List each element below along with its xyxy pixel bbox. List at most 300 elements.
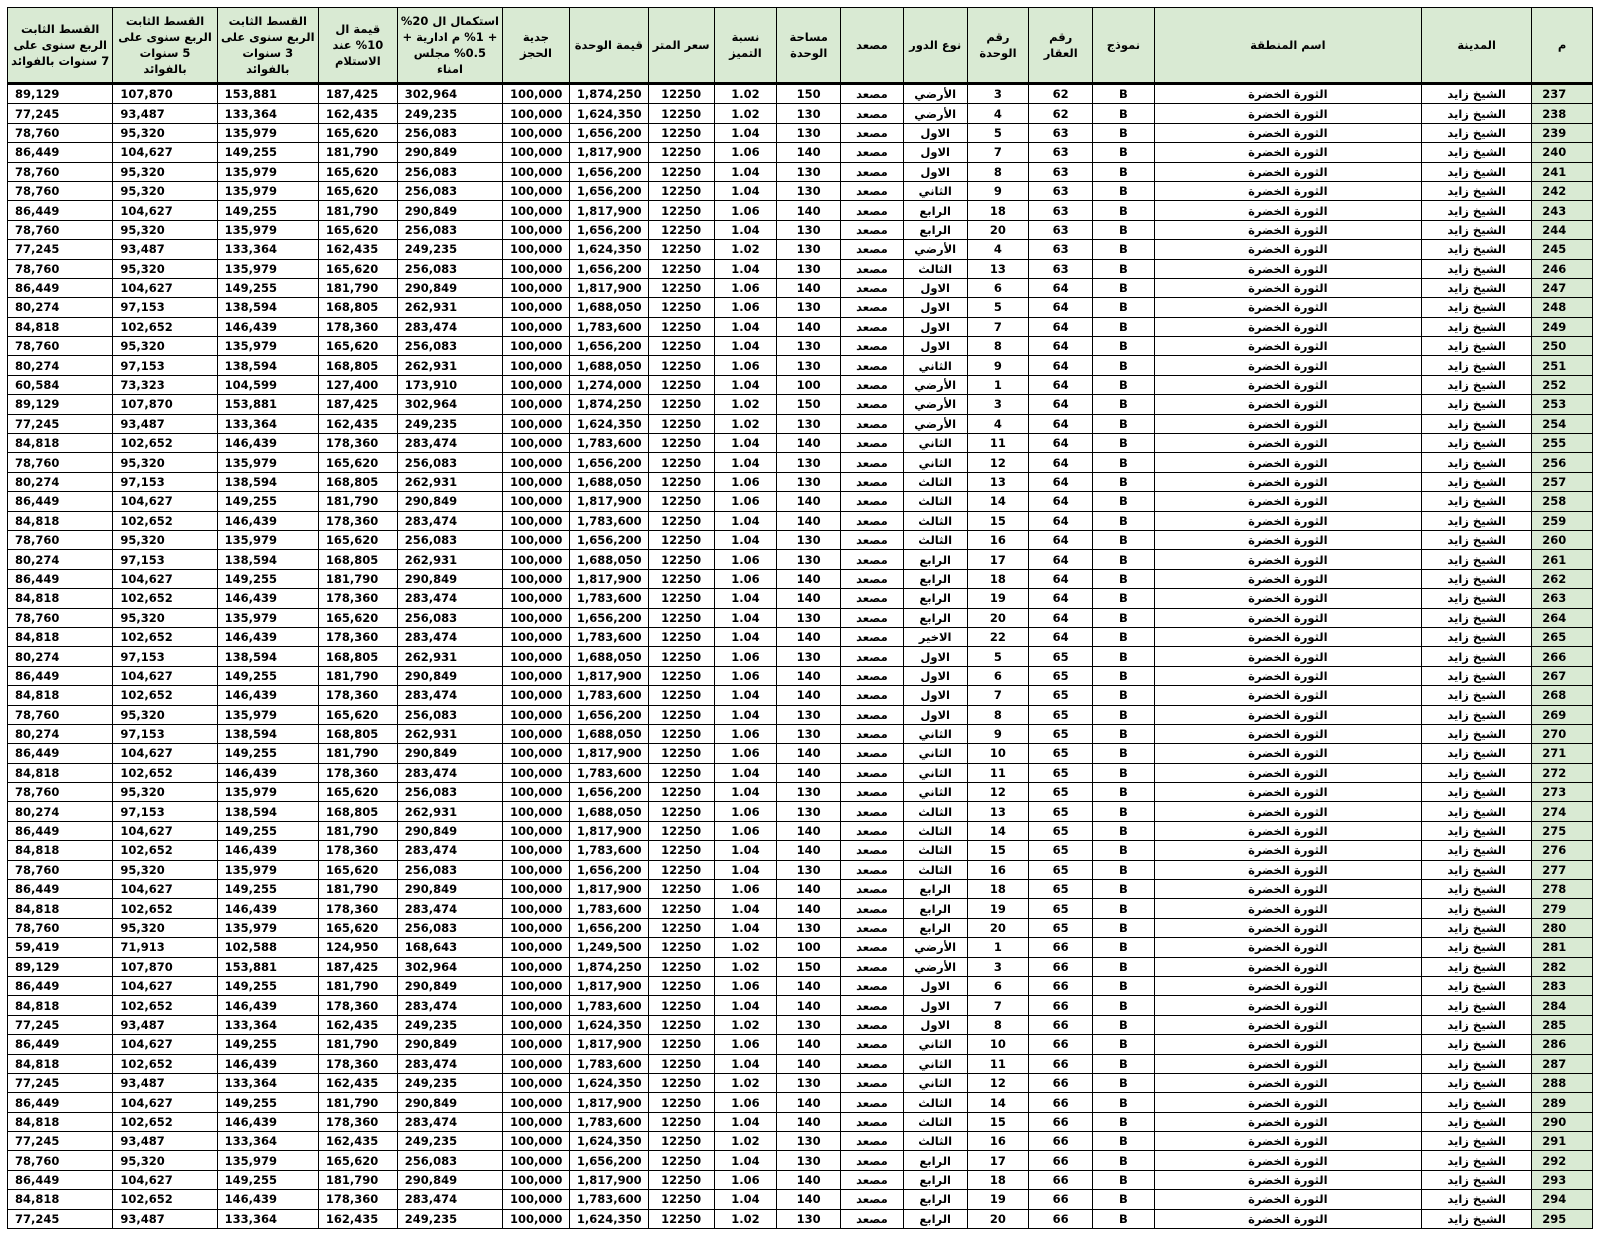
completion-payment-cell[interactable]: 302,964 xyxy=(397,957,502,976)
floor-type-cell[interactable]: الاول xyxy=(903,298,967,317)
property-number-cell[interactable]: 63 xyxy=(1029,143,1093,162)
unit-value-cell[interactable]: 1,656,200 xyxy=(569,259,648,278)
completion-payment-cell[interactable]: 249,235 xyxy=(397,1209,502,1228)
zone-cell[interactable]: الثورة الخضرة xyxy=(1154,647,1421,666)
booking-deposit-cell[interactable]: 100,000 xyxy=(503,337,570,356)
unit-number-cell[interactable]: 18 xyxy=(967,1170,1029,1189)
table-row[interactable] xyxy=(8,996,1593,1015)
zone-cell[interactable]: الثورة الخضرة xyxy=(1154,84,1421,104)
model-cell[interactable]: B xyxy=(1093,880,1155,899)
row-number-cell[interactable]: 243 xyxy=(1532,201,1593,220)
distinction-ratio-cell[interactable]: 1.02 xyxy=(714,84,777,104)
zone-cell[interactable]: الثورة الخضرة xyxy=(1154,996,1421,1015)
installment-7y-cell[interactable]: 80,274 xyxy=(8,472,113,491)
unit-number-cell[interactable]: 16 xyxy=(967,1132,1029,1151)
row-number-cell[interactable]: 254 xyxy=(1532,414,1593,433)
handover-payment-cell[interactable]: 178,360 xyxy=(318,841,397,860)
property-number-cell[interactable]: 65 xyxy=(1029,918,1093,937)
zone-cell[interactable]: الثورة الخضرة xyxy=(1154,1209,1421,1228)
distinction-ratio-cell[interactable]: 1.04 xyxy=(714,899,777,918)
floor-type-cell[interactable]: الثالث xyxy=(903,821,967,840)
table-row[interactable] xyxy=(8,802,1593,821)
distinction-ratio-cell[interactable]: 1.02 xyxy=(714,414,777,433)
city-cell[interactable]: الشيخ زايد xyxy=(1421,860,1531,879)
city-cell[interactable]: الشيخ زايد xyxy=(1421,143,1531,162)
row-number-cell[interactable]: 264 xyxy=(1532,608,1593,627)
unit-number-cell[interactable]: 16 xyxy=(967,860,1029,879)
elevator-cell[interactable]: مصعد xyxy=(841,162,904,181)
handover-payment-cell[interactable]: 178,360 xyxy=(318,589,397,608)
distinction-ratio-cell[interactable]: 1.04 xyxy=(714,162,777,181)
model-cell[interactable]: B xyxy=(1093,492,1155,511)
installment-3y-cell[interactable]: 135,979 xyxy=(217,608,318,627)
property-number-cell[interactable]: 66 xyxy=(1029,938,1093,957)
meter-price-cell[interactable]: 12250 xyxy=(648,162,714,181)
installment-7y-cell[interactable]: 86,449 xyxy=(8,821,113,840)
row-number-cell[interactable]: 246 xyxy=(1532,259,1593,278)
installment-3y-cell[interactable]: 138,594 xyxy=(217,550,318,569)
zone-cell[interactable]: الثورة الخضرة xyxy=(1154,666,1421,685)
unit-value-cell[interactable]: 1,783,600 xyxy=(569,589,648,608)
row-number-cell[interactable]: 278 xyxy=(1532,880,1593,899)
row-number-cell[interactable]: 284 xyxy=(1532,996,1593,1015)
installment-5y-cell[interactable]: 102,652 xyxy=(113,434,217,453)
unit-value-cell[interactable]: 1,656,200 xyxy=(569,337,648,356)
floor-type-cell[interactable]: الرابع xyxy=(903,589,967,608)
city-cell[interactable]: الشيخ زايد xyxy=(1421,434,1531,453)
installment-3y-cell[interactable]: 135,979 xyxy=(217,453,318,472)
floor-type-cell[interactable]: الاول xyxy=(903,337,967,356)
meter-price-cell[interactable]: 12250 xyxy=(648,783,714,802)
installment-3y-cell[interactable]: 135,979 xyxy=(217,1151,318,1170)
unit-area-cell[interactable]: 130 xyxy=(777,298,841,317)
elevator-cell[interactable]: مصعد xyxy=(841,550,904,569)
floor-type-cell[interactable]: الأرضي xyxy=(903,84,967,104)
floor-type-cell[interactable]: الرابع xyxy=(903,918,967,937)
city-cell[interactable]: الشيخ زايد xyxy=(1421,337,1531,356)
zone-cell[interactable]: الثورة الخضرة xyxy=(1154,821,1421,840)
distinction-ratio-cell[interactable]: 1.06 xyxy=(714,298,777,317)
distinction-ratio-cell[interactable]: 1.06 xyxy=(714,821,777,840)
property-number-cell[interactable]: 63 xyxy=(1029,201,1093,220)
elevator-cell[interactable]: مصعد xyxy=(841,414,904,433)
row-number-cell[interactable]: 274 xyxy=(1532,802,1593,821)
table-row[interactable] xyxy=(8,705,1593,724)
installment-3y-cell[interactable]: 146,439 xyxy=(217,686,318,705)
installment-3y-cell[interactable]: 135,979 xyxy=(217,705,318,724)
model-cell[interactable]: B xyxy=(1093,647,1155,666)
unit-value-cell[interactable]: 1,688,050 xyxy=(569,550,648,569)
table-row[interactable] xyxy=(8,666,1593,685)
unit-area-cell[interactable]: 130 xyxy=(777,918,841,937)
floor-type-cell[interactable]: الثاني xyxy=(903,453,967,472)
zone-cell[interactable]: الثورة الخضرة xyxy=(1154,511,1421,530)
row-number-cell[interactable]: 250 xyxy=(1532,337,1593,356)
completion-payment-cell[interactable]: 256,083 xyxy=(397,123,502,142)
installment-7y-cell[interactable]: 84,818 xyxy=(8,434,113,453)
meter-price-cell[interactable]: 12250 xyxy=(648,472,714,491)
floor-type-cell[interactable]: الرابع xyxy=(903,1151,967,1170)
meter-price-cell[interactable]: 12250 xyxy=(648,84,714,104)
city-cell[interactable]: الشيخ زايد xyxy=(1421,162,1531,181)
unit-area-cell[interactable]: 140 xyxy=(777,143,841,162)
completion-payment-cell[interactable]: 283,474 xyxy=(397,627,502,646)
table-row[interactable] xyxy=(8,821,1593,840)
installment-7y-cell[interactable]: 78,760 xyxy=(8,259,113,278)
unit-number-cell[interactable]: 3 xyxy=(967,957,1029,976)
property-number-cell[interactable]: 65 xyxy=(1029,860,1093,879)
unit-area-cell[interactable]: 140 xyxy=(777,763,841,782)
elevator-cell[interactable]: مصعد xyxy=(841,608,904,627)
city-cell[interactable]: الشيخ زايد xyxy=(1421,880,1531,899)
distinction-ratio-cell[interactable]: 1.06 xyxy=(714,666,777,685)
installment-3y-cell[interactable]: 149,255 xyxy=(217,1170,318,1189)
unit-number-cell[interactable]: 18 xyxy=(967,201,1029,220)
unit-area-cell[interactable]: 140 xyxy=(777,821,841,840)
unit-number-cell[interactable]: 7 xyxy=(967,686,1029,705)
booking-deposit-cell[interactable]: 100,000 xyxy=(503,181,570,200)
completion-payment-cell[interactable]: 249,235 xyxy=(397,240,502,259)
city-cell[interactable]: الشيخ زايد xyxy=(1421,1132,1531,1151)
handover-payment-cell[interactable]: 162,435 xyxy=(318,1015,397,1034)
zone-cell[interactable]: الثورة الخضرة xyxy=(1154,918,1421,937)
installment-5y-cell[interactable]: 102,652 xyxy=(113,841,217,860)
zone-cell[interactable]: الثورة الخضرة xyxy=(1154,1151,1421,1170)
model-cell[interactable]: B xyxy=(1093,201,1155,220)
elevator-cell[interactable]: مصعد xyxy=(841,589,904,608)
completion-payment-cell[interactable]: 256,083 xyxy=(397,162,502,181)
city-cell[interactable]: الشيخ زايد xyxy=(1421,298,1531,317)
meter-price-cell[interactable]: 12250 xyxy=(648,143,714,162)
installment-3y-cell[interactable]: 149,255 xyxy=(217,492,318,511)
distinction-ratio-cell[interactable]: 1.02 xyxy=(714,957,777,976)
installment-3y-cell[interactable]: 135,979 xyxy=(217,259,318,278)
unit-number-cell[interactable]: 20 xyxy=(967,608,1029,627)
zone-cell[interactable]: الثورة الخضرة xyxy=(1154,181,1421,200)
unit-value-cell[interactable]: 1,783,600 xyxy=(569,627,648,646)
handover-payment-cell[interactable]: 181,790 xyxy=(318,1170,397,1189)
installment-3y-cell[interactable]: 149,255 xyxy=(217,666,318,685)
installment-7y-cell[interactable]: 78,760 xyxy=(8,705,113,724)
completion-payment-cell[interactable]: 283,474 xyxy=(397,317,502,336)
unit-number-cell[interactable]: 15 xyxy=(967,1112,1029,1131)
installment-7y-cell[interactable]: 77,245 xyxy=(8,104,113,123)
meter-price-cell[interactable]: 12250 xyxy=(648,821,714,840)
booking-deposit-cell[interactable]: 100,000 xyxy=(503,686,570,705)
booking-deposit-cell[interactable]: 100,000 xyxy=(503,938,570,957)
handover-payment-cell[interactable]: 178,360 xyxy=(318,627,397,646)
unit-value-cell[interactable]: 1,656,200 xyxy=(569,1151,648,1170)
installment-5y-cell[interactable]: 95,320 xyxy=(113,259,217,278)
distinction-ratio-cell[interactable]: 1.02 xyxy=(714,1132,777,1151)
distinction-ratio-cell[interactable]: 1.06 xyxy=(714,744,777,763)
row-number-cell[interactable]: 283 xyxy=(1532,976,1593,995)
installment-3y-cell[interactable]: 149,255 xyxy=(217,1035,318,1054)
distinction-ratio-cell[interactable]: 1.04 xyxy=(714,511,777,530)
unit-number-cell[interactable]: 20 xyxy=(967,220,1029,239)
installment-3y-cell[interactable]: 146,439 xyxy=(217,996,318,1015)
handover-payment-cell[interactable]: 187,425 xyxy=(318,957,397,976)
floor-type-cell[interactable]: الثاني xyxy=(903,783,967,802)
booking-deposit-cell[interactable]: 100,000 xyxy=(503,1190,570,1209)
floor-type-cell[interactable]: الاول xyxy=(903,1015,967,1034)
installment-5y-cell[interactable]: 71,913 xyxy=(113,938,217,957)
handover-payment-cell[interactable]: 165,620 xyxy=(318,608,397,627)
unit-value-cell[interactable]: 1,656,200 xyxy=(569,123,648,142)
installment-5y-cell[interactable]: 104,627 xyxy=(113,1093,217,1112)
booking-deposit-cell[interactable]: 100,000 xyxy=(503,162,570,181)
zone-cell[interactable]: الثورة الخضرة xyxy=(1154,957,1421,976)
installment-5y-cell[interactable]: 102,652 xyxy=(113,686,217,705)
handover-payment-cell[interactable]: 181,790 xyxy=(318,201,397,220)
installment-7y-cell[interactable]: 86,449 xyxy=(8,201,113,220)
city-cell[interactable]: الشيخ زايد xyxy=(1421,278,1531,297)
distinction-ratio-cell[interactable]: 1.06 xyxy=(714,472,777,491)
meter-price-cell[interactable]: 12250 xyxy=(648,1073,714,1092)
zone-cell[interactable]: الثورة الخضرة xyxy=(1154,1093,1421,1112)
city-cell[interactable]: الشيخ زايد xyxy=(1421,763,1531,782)
unit-value-cell[interactable]: 1,817,900 xyxy=(569,1035,648,1054)
handover-payment-cell[interactable]: 165,620 xyxy=(318,337,397,356)
meter-price-cell[interactable]: 12250 xyxy=(648,996,714,1015)
table-row[interactable] xyxy=(8,550,1593,569)
property-number-cell[interactable]: 64 xyxy=(1029,414,1093,433)
completion-payment-cell[interactable]: 290,849 xyxy=(397,1170,502,1189)
model-cell[interactable]: B xyxy=(1093,763,1155,782)
meter-price-cell[interactable]: 12250 xyxy=(648,298,714,317)
city-cell[interactable]: الشيخ زايد xyxy=(1421,608,1531,627)
installment-3y-cell[interactable]: 149,255 xyxy=(217,880,318,899)
installment-5y-cell[interactable]: 95,320 xyxy=(113,918,217,937)
floor-type-cell[interactable]: الرابع xyxy=(903,220,967,239)
elevator-cell[interactable]: مصعد xyxy=(841,899,904,918)
booking-deposit-cell[interactable]: 100,000 xyxy=(503,1112,570,1131)
booking-deposit-cell[interactable]: 100,000 xyxy=(503,899,570,918)
header-installment-7y[interactable]: القسط الثابت الربع سنوى على 7 سنوات بالفوائد xyxy=(8,8,113,84)
installment-7y-cell[interactable]: 86,449 xyxy=(8,1170,113,1189)
city-cell[interactable]: الشيخ زايد xyxy=(1421,705,1531,724)
model-cell[interactable]: B xyxy=(1093,472,1155,491)
booking-deposit-cell[interactable]: 100,000 xyxy=(503,627,570,646)
table-row[interactable] xyxy=(8,414,1593,433)
city-cell[interactable]: الشيخ زايد xyxy=(1421,821,1531,840)
completion-payment-cell[interactable]: 262,931 xyxy=(397,298,502,317)
elevator-cell[interactable]: مصعد xyxy=(841,453,904,472)
table-row[interactable] xyxy=(8,1093,1593,1112)
elevator-cell[interactable]: مصعد xyxy=(841,821,904,840)
handover-payment-cell[interactable]: 165,620 xyxy=(318,181,397,200)
distinction-ratio-cell[interactable]: 1.04 xyxy=(714,220,777,239)
unit-value-cell[interactable]: 1,874,250 xyxy=(569,84,648,104)
unit-area-cell[interactable]: 130 xyxy=(777,472,841,491)
unit-value-cell[interactable]: 1,656,200 xyxy=(569,918,648,937)
completion-payment-cell[interactable]: 256,083 xyxy=(397,530,502,549)
meter-price-cell[interactable]: 12250 xyxy=(648,550,714,569)
completion-payment-cell[interactable]: 290,849 xyxy=(397,569,502,588)
unit-area-cell[interactable]: 140 xyxy=(777,976,841,995)
completion-payment-cell[interactable]: 256,083 xyxy=(397,860,502,879)
completion-payment-cell[interactable]: 262,931 xyxy=(397,724,502,743)
table-row[interactable] xyxy=(8,647,1593,666)
installment-3y-cell[interactable]: 133,364 xyxy=(217,414,318,433)
model-cell[interactable]: B xyxy=(1093,143,1155,162)
city-cell[interactable]: الشيخ زايد xyxy=(1421,356,1531,375)
model-cell[interactable]: B xyxy=(1093,841,1155,860)
unit-number-cell[interactable]: 19 xyxy=(967,1190,1029,1209)
zone-cell[interactable]: الثورة الخضرة xyxy=(1154,724,1421,743)
distinction-ratio-cell[interactable]: 1.04 xyxy=(714,1112,777,1131)
floor-type-cell[interactable]: الأرضي xyxy=(903,938,967,957)
property-number-cell[interactable]: 65 xyxy=(1029,880,1093,899)
installment-3y-cell[interactable]: 146,439 xyxy=(217,627,318,646)
completion-payment-cell[interactable]: 290,849 xyxy=(397,201,502,220)
unit-number-cell[interactable]: 19 xyxy=(967,899,1029,918)
model-cell[interactable]: B xyxy=(1093,860,1155,879)
floor-type-cell[interactable]: الاخير xyxy=(903,627,967,646)
property-number-cell[interactable]: 63 xyxy=(1029,259,1093,278)
table-row[interactable] xyxy=(8,1132,1593,1151)
installment-3y-cell[interactable]: 133,364 xyxy=(217,1132,318,1151)
model-cell[interactable]: B xyxy=(1093,589,1155,608)
meter-price-cell[interactable]: 12250 xyxy=(648,899,714,918)
zone-cell[interactable]: الثورة الخضرة xyxy=(1154,453,1421,472)
unit-area-cell[interactable]: 140 xyxy=(777,627,841,646)
completion-payment-cell[interactable]: 262,931 xyxy=(397,550,502,569)
row-number-cell[interactable]: 251 xyxy=(1532,356,1593,375)
floor-type-cell[interactable]: الاول xyxy=(903,705,967,724)
property-number-cell[interactable]: 64 xyxy=(1029,530,1093,549)
header-zone[interactable]: اسم المنطقة xyxy=(1154,8,1421,84)
meter-price-cell[interactable]: 12250 xyxy=(648,802,714,821)
row-number-cell[interactable]: 268 xyxy=(1532,686,1593,705)
booking-deposit-cell[interactable]: 100,000 xyxy=(503,763,570,782)
handover-payment-cell[interactable]: 165,620 xyxy=(318,453,397,472)
table-row[interactable] xyxy=(8,84,1593,104)
distinction-ratio-cell[interactable]: 1.04 xyxy=(714,259,777,278)
zone-cell[interactable]: الثورة الخضرة xyxy=(1154,976,1421,995)
floor-type-cell[interactable]: الاول xyxy=(903,686,967,705)
table-row[interactable] xyxy=(8,569,1593,588)
installment-3y-cell[interactable]: 135,979 xyxy=(217,860,318,879)
city-cell[interactable]: الشيخ زايد xyxy=(1421,395,1531,414)
table-row[interactable] xyxy=(8,608,1593,627)
city-cell[interactable]: الشيخ زايد xyxy=(1421,724,1531,743)
property-number-cell[interactable]: 66 xyxy=(1029,957,1093,976)
installment-3y-cell[interactable]: 138,594 xyxy=(217,724,318,743)
city-cell[interactable]: الشيخ زايد xyxy=(1421,375,1531,394)
unit-area-cell[interactable]: 140 xyxy=(777,1112,841,1131)
handover-payment-cell[interactable]: 165,620 xyxy=(318,705,397,724)
handover-payment-cell[interactable]: 178,360 xyxy=(318,996,397,1015)
elevator-cell[interactable]: مصعد xyxy=(841,1093,904,1112)
elevator-cell[interactable]: مصعد xyxy=(841,278,904,297)
city-cell[interactable]: الشيخ زايد xyxy=(1421,414,1531,433)
completion-payment-cell[interactable]: 302,964 xyxy=(397,84,502,104)
installment-5y-cell[interactable]: 104,627 xyxy=(113,976,217,995)
installment-7y-cell[interactable]: 89,129 xyxy=(8,395,113,414)
property-number-cell[interactable]: 63 xyxy=(1029,220,1093,239)
installment-3y-cell[interactable]: 149,255 xyxy=(217,278,318,297)
distinction-ratio-cell[interactable]: 1.02 xyxy=(714,1015,777,1034)
installment-3y-cell[interactable]: 133,364 xyxy=(217,240,318,259)
unit-value-cell[interactable]: 1,817,900 xyxy=(569,201,648,220)
zone-cell[interactable]: الثورة الخضرة xyxy=(1154,395,1421,414)
city-cell[interactable]: الشيخ زايد xyxy=(1421,1054,1531,1073)
completion-payment-cell[interactable]: 290,849 xyxy=(397,666,502,685)
unit-value-cell[interactable]: 1,783,600 xyxy=(569,1190,648,1209)
unit-value-cell[interactable]: 1,688,050 xyxy=(569,472,648,491)
unit-number-cell[interactable]: 14 xyxy=(967,821,1029,840)
floor-type-cell[interactable]: الثالث xyxy=(903,1112,967,1131)
table-row[interactable] xyxy=(8,375,1593,394)
row-number-cell[interactable]: 280 xyxy=(1532,918,1593,937)
handover-payment-cell[interactable]: 181,790 xyxy=(318,666,397,685)
table-row[interactable] xyxy=(8,918,1593,937)
unit-value-cell[interactable]: 1,817,900 xyxy=(569,278,648,297)
floor-type-cell[interactable]: الثالث xyxy=(903,1132,967,1151)
row-number-cell[interactable]: 286 xyxy=(1532,1035,1593,1054)
installment-7y-cell[interactable]: 77,245 xyxy=(8,1015,113,1034)
city-cell[interactable]: الشيخ زايد xyxy=(1421,976,1531,995)
distinction-ratio-cell[interactable]: 1.06 xyxy=(714,647,777,666)
property-number-cell[interactable]: 65 xyxy=(1029,821,1093,840)
header-city[interactable]: المدينة xyxy=(1421,8,1531,84)
model-cell[interactable]: B xyxy=(1093,686,1155,705)
row-number-cell[interactable]: 282 xyxy=(1532,957,1593,976)
model-cell[interactable]: B xyxy=(1093,511,1155,530)
unit-value-cell[interactable]: 1,688,050 xyxy=(569,647,648,666)
handover-payment-cell[interactable]: 181,790 xyxy=(318,1035,397,1054)
floor-type-cell[interactable]: الثالث xyxy=(903,802,967,821)
installment-5y-cell[interactable]: 102,652 xyxy=(113,1190,217,1209)
handover-payment-cell[interactable]: 181,790 xyxy=(318,569,397,588)
installment-5y-cell[interactable]: 95,320 xyxy=(113,453,217,472)
model-cell[interactable]: B xyxy=(1093,259,1155,278)
booking-deposit-cell[interactable]: 100,000 xyxy=(503,608,570,627)
elevator-cell[interactable]: مصعد xyxy=(841,1170,904,1189)
city-cell[interactable]: الشيخ زايد xyxy=(1421,899,1531,918)
table-row[interactable] xyxy=(8,220,1593,239)
table-row[interactable] xyxy=(8,976,1593,995)
unit-area-cell[interactable]: 130 xyxy=(777,1151,841,1170)
table-row[interactable] xyxy=(8,724,1593,743)
installment-5y-cell[interactable]: 104,627 xyxy=(113,744,217,763)
table-row[interactable] xyxy=(8,1073,1593,1092)
floor-type-cell[interactable]: الأرضي xyxy=(903,395,967,414)
city-cell[interactable]: الشيخ زايد xyxy=(1421,666,1531,685)
unit-area-cell[interactable]: 140 xyxy=(777,841,841,860)
completion-payment-cell[interactable]: 173,910 xyxy=(397,375,502,394)
unit-number-cell[interactable]: 20 xyxy=(967,918,1029,937)
floor-type-cell[interactable]: الاول xyxy=(903,317,967,336)
installment-7y-cell[interactable]: 84,818 xyxy=(8,589,113,608)
model-cell[interactable]: B xyxy=(1093,104,1155,123)
handover-payment-cell[interactable]: 178,360 xyxy=(318,1054,397,1073)
row-number-cell[interactable]: 241 xyxy=(1532,162,1593,181)
unit-number-cell[interactable]: 7 xyxy=(967,996,1029,1015)
distinction-ratio-cell[interactable]: 1.04 xyxy=(714,1054,777,1073)
city-cell[interactable]: الشيخ زايد xyxy=(1421,240,1531,259)
row-number-cell[interactable]: 257 xyxy=(1532,472,1593,491)
table-row[interactable] xyxy=(8,938,1593,957)
distinction-ratio-cell[interactable]: 1.04 xyxy=(714,918,777,937)
model-cell[interactable]: B xyxy=(1093,899,1155,918)
completion-payment-cell[interactable]: 290,849 xyxy=(397,143,502,162)
model-cell[interactable]: B xyxy=(1093,666,1155,685)
floor-type-cell[interactable]: الثالث xyxy=(903,492,967,511)
model-cell[interactable]: B xyxy=(1093,918,1155,937)
row-number-cell[interactable]: 259 xyxy=(1532,511,1593,530)
